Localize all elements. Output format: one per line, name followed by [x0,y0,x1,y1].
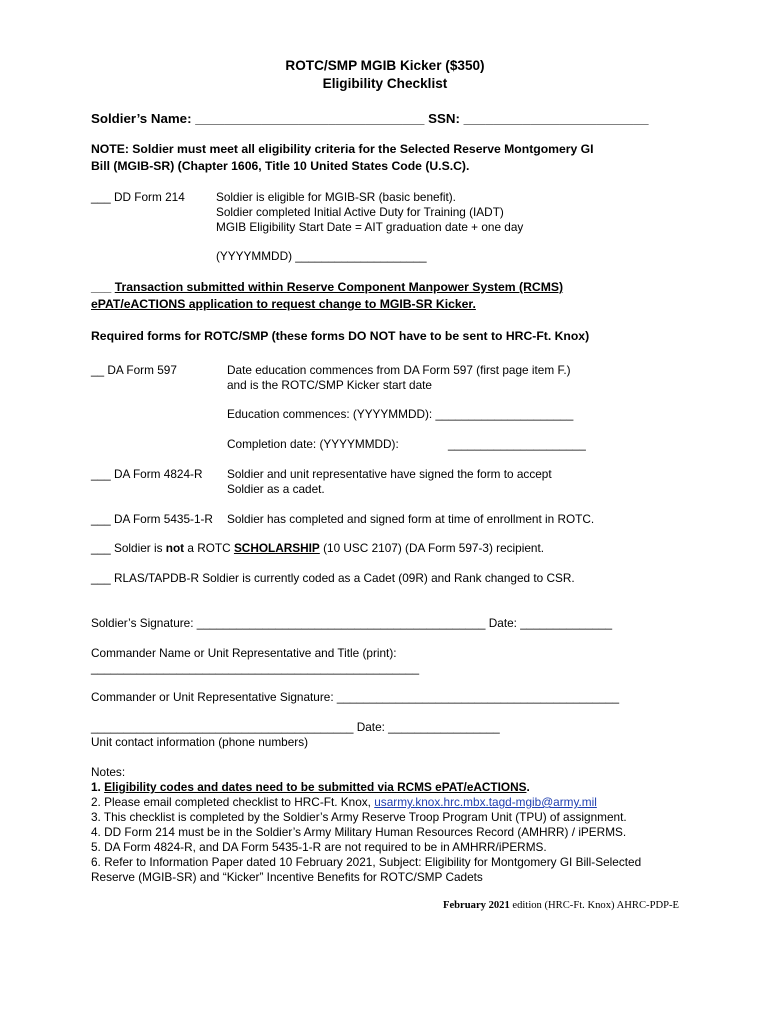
dd214-line-2: Soldier completed Initial Active Duty for Training (IADT) [216,205,504,219]
da597-label[interactable]: __ DA Form 597 [91,363,177,377]
edition-rest: edition (HRC-Ft. Knox) AHRC-PDP-E [509,900,679,911]
note-1 [91,780,530,794]
education-commences-blank[interactable]: _____________________ [435,407,574,421]
soldier-name-blank[interactable]: _______________________________ [195,111,425,126]
note-1-text: Eligibility codes and dates need to be submitted via RCMS ePAT/eACTIONS [104,780,527,794]
note-line-2: Bill (MGIB-SR) (Chapter 1606, Title 10 United States Code (U.S.C). [91,159,470,173]
commander-name-blank[interactable]: __________________________________________________ [91,661,420,675]
dd214-date-line[interactable]: (YYYYMMDD) ____________________ [216,249,427,263]
note-line-1: NOTE: Soldier must meet all eligibility criteria for the Selected Reserve Montgomery GI [91,142,594,156]
notes-heading: Notes: [91,765,126,779]
note-4: 4. DD Form 214 must be in the Soldier’s Army Military Human Resources Record (AMHRR) / iPERMS. [91,825,627,839]
da5435-text: Soldier has completed and signed form at time of enrollment in ROTC. [227,512,595,526]
edition-footer [443,900,679,911]
transaction-line-2: ePAT/eACTIONS application to request change to MGIB-SR Kicker. [91,297,476,311]
rlas-line[interactable]: ___ RLAS/TAPDB-R Soldier is currently coded as a Cadet (09R) and Rank changed to CSR. [91,571,575,585]
da4824-line-2: Soldier as a cadet. [227,482,325,496]
dd214-label[interactable]: ___ DD Form 214 [91,190,185,204]
document-subtitle: Eligibility Checklist [322,76,448,91]
soldier-signature-line[interactable]: Soldier’s Signature: ____________________________________________ Date: ______________ [91,616,613,630]
contact-label: Unit contact information (phone numbers) [91,735,309,749]
transaction-text-1: Transaction submitted within Reserve Component Manpower System (RCMS) [114,280,564,294]
edition-date: February 2021 [442,900,510,911]
scholarship-post: (10 USC 2107) (DA Form 597-3) recipient. [319,541,545,555]
note-2-email-link[interactable]: usarmy.knox.hrc.mbx.tagd-mgib@army.mil [374,795,597,809]
scholarship-line [91,541,544,555]
note-5: 5. DA Form 4824-R, and DA Form 5435-1-R are not required to be in AMHRR/iPERMS. [91,840,547,854]
contact-date-line[interactable]: ________________________________________ Date: _________________ [91,720,500,734]
education-commences-row [227,407,573,421]
note-6-line-2: Reserve (MGIB-SR) and “Kicker” Incentive Benefits for ROTC/SMP Cadets [91,870,483,884]
dd214-line-1: Soldier is eligible for MGIB-SR (basic benefit). [216,190,456,204]
scholarship-mid: a ROTC [184,541,234,555]
soldier-name-row [91,111,649,126]
transaction-checkbox[interactable]: ___ [91,280,112,294]
required-forms-heading: Required forms for ROTC/SMP (these forms DO NOT have to be sent to HRC-Ft. Knox) [91,329,590,343]
scholarship-word: SCHOLARSHIP [233,541,320,555]
da5435-label[interactable]: ___ DA Form 5435-1-R [91,512,213,526]
ssn-blank[interactable]: _________________________ [463,111,649,126]
commander-name-label: Commander Name or Unit Representative and Title (print): [91,646,397,660]
note-2-text: 2. Please email completed checklist to HRC-Ft. Knox, [91,795,375,809]
da4824-line-1: Soldier and unit representative have signed the form to accept [227,467,552,481]
scholarship-not: not [165,541,185,555]
ssn-label: SSN: [428,111,460,126]
note-6-line-1: 6. Refer to Information Paper dated 10 February 2021, Subject: Eligibility for Montgomery GI Bill-Selected [91,855,642,869]
da4824-label[interactable]: ___ DA Form 4824-R [91,467,203,481]
note-2 [91,795,597,809]
note-1-num: 1. [91,780,105,794]
completion-date-label: Completion date: (YYYYMMDD): [227,437,399,451]
da597-line-1: Date education commences from DA Form 597 (first page item F.) [227,363,571,377]
soldier-name-label: Soldier’s Name: [91,111,192,126]
transaction-line-1 [91,280,563,294]
da597-line-2: and is the ROTC/SMP Kicker start date [227,378,432,392]
completion-date-blank[interactable]: _____________________ [448,437,586,451]
scholarship-pre[interactable]: ___ Soldier is [91,541,166,555]
note-3: 3. This checklist is completed by the Soldier’s Army Reserve Troop Program Unit (TPU) of assignment. [91,810,627,824]
dd214-line-3: MGIB Eligibility Start Date = AIT graduation date + one day [216,220,524,234]
commander-signature-line[interactable]: Commander or Unit Representative Signature: ___________________________________________ [91,690,620,704]
education-commences-label: Education commences: (YYYYMMDD): [227,407,433,421]
note-1-end: . [526,780,530,794]
document-title: ROTC/SMP MGIB Kicker ($350) [285,58,485,73]
